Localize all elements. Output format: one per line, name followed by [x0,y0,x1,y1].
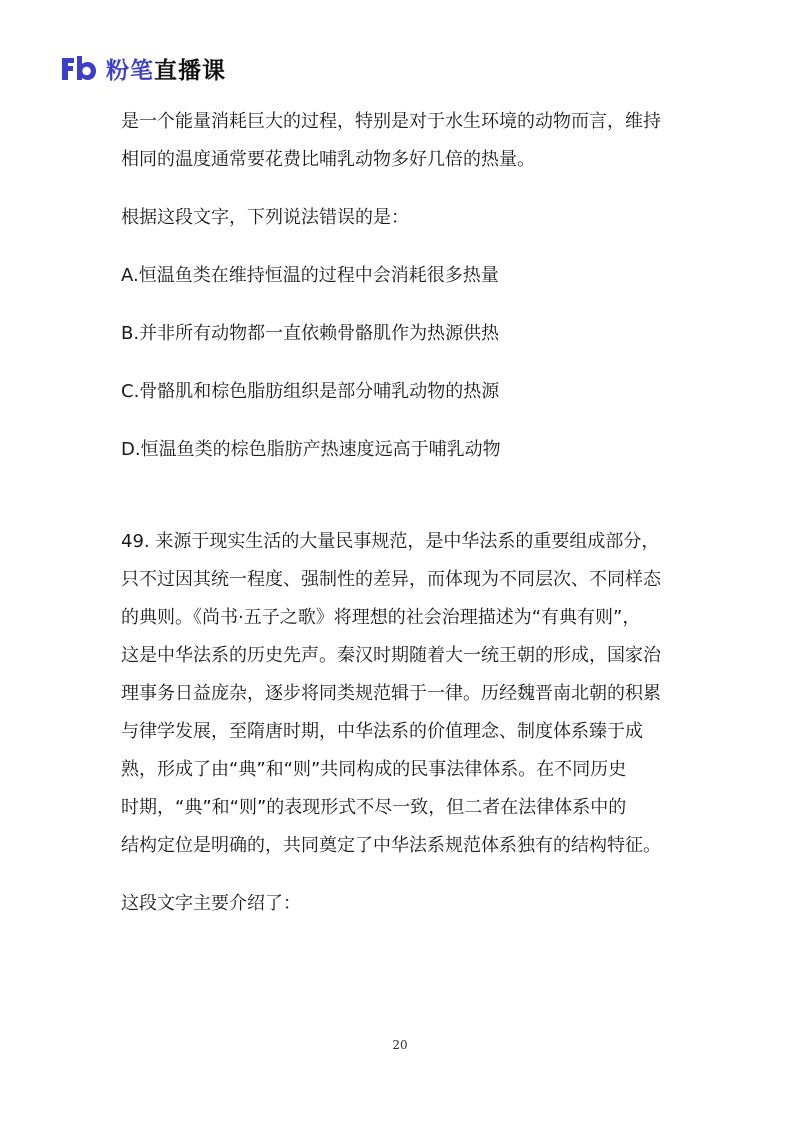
brand-name: 粉笔 [106,57,154,84]
option-c: C.骨骼肌和棕色脂肪组织是部分哺乳动物的热源 [121,381,500,402]
passage-line: 相同的温度通常要花费比哺乳动物多好几倍的热量。 [121,149,535,170]
question-48-prompt: 根据这段文字，下列说法错误的是： [121,207,409,228]
page-number: 20 [392,1038,408,1052]
passage-line: 49. 来源于现实生活的大量民事规范，是中华法系的重要组成部分， [121,531,660,552]
passage-line: 与律学发展，至隋唐时期，中华法系的价值理念、制度体系臻于成 [121,721,643,742]
passage-line: 时期，“典”和“则”的表现形式不尽一致，但二者在法律体系中的 [121,797,627,818]
passage-line: 是一个能量消耗巨大的过程，特别是对于水生环境的动物而言，维持 [121,111,661,132]
brand-subtitle: 直播课 [154,57,226,84]
fb-logo-icon [60,54,98,82]
option-d: D.恒温鱼类的棕色脂肪产热速度远高于哺乳动物 [121,439,501,460]
passage-line: 熟，形成了由“典”和“则”共同构成的民事法律体系。在不同历史 [121,759,627,780]
page-header [60,52,226,84]
question-49-passage [121,523,681,865]
question-49-prompt: 这段文字主要介绍了： [121,893,301,914]
passage-line: 结构定位是明确的，共同奠定了中华法系规范体系独有的结构特征。 [121,835,661,856]
document-body [121,103,681,923]
passage-line: 的典则。《尚书·五子之歌》将理想的社会治理描述为“有典有则”， [121,607,641,628]
option-a: A.恒温鱼类在维持恒温的过程中会消耗很多热量 [121,265,499,286]
option-b: B.并非所有动物都一直依赖骨骼肌作为热源供热 [121,323,500,344]
passage-line: 理事务日益庞杂，逐步将同类规范辑于一律。历经魏晋南北朝的积累 [121,683,661,704]
question-48-passage [121,103,681,179]
passage-line: 只不过因其统一程度、强制性的差异，而体现为不同层次、不同样态 [121,569,661,590]
passage-line: 这是中华法系的历史先声。秦汉时期随着大一统王朝的形成，国家治 [121,645,661,666]
